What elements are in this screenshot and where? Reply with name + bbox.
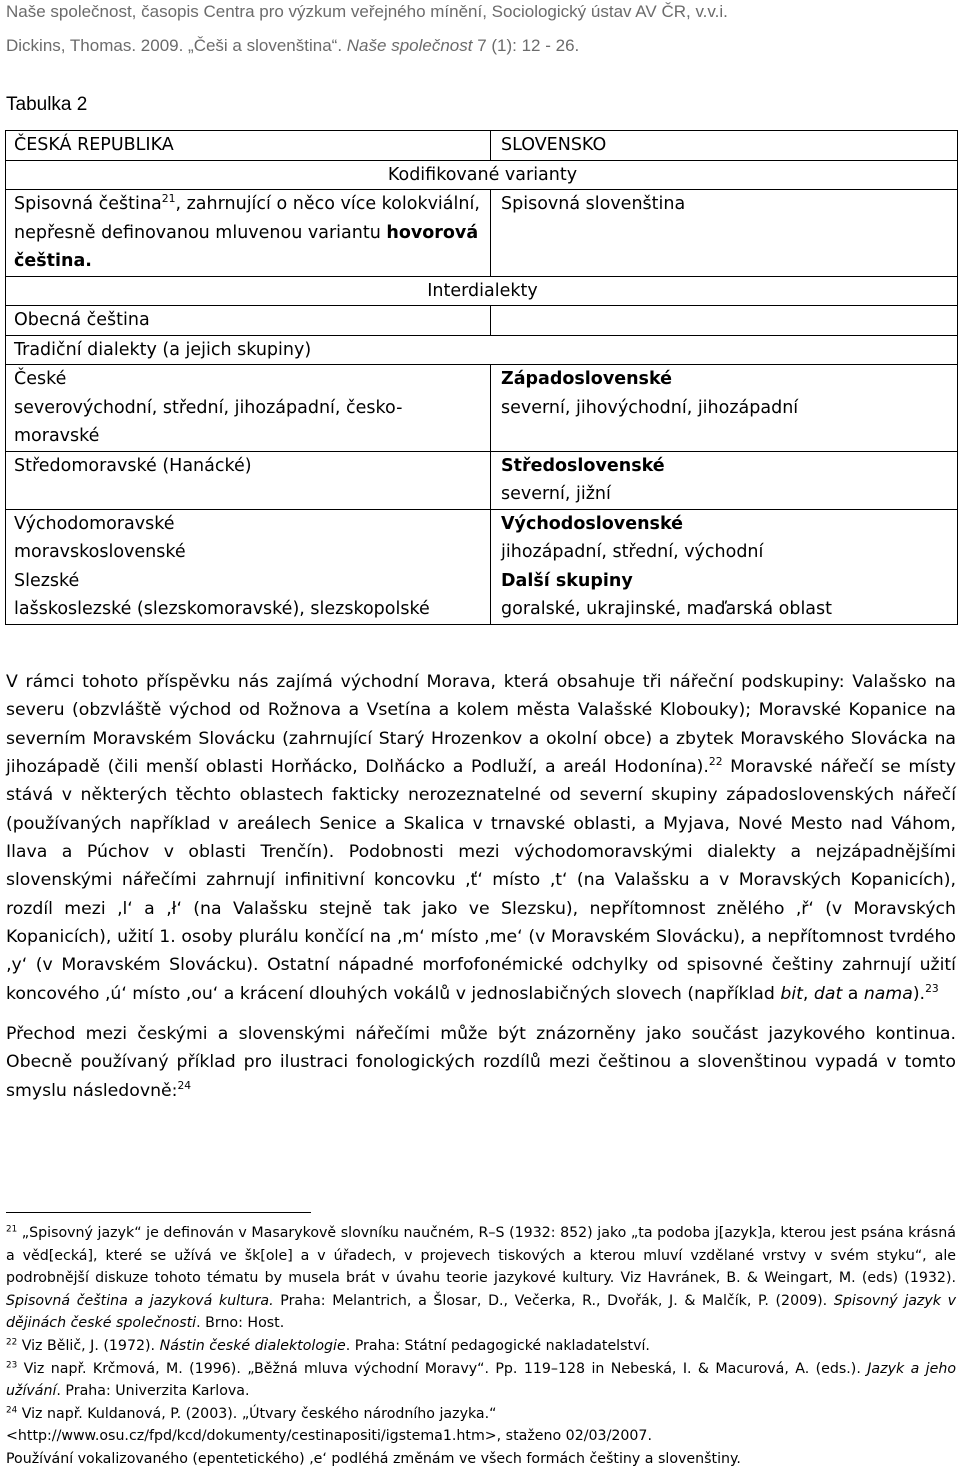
footnote-22 <box>6 1335 956 1358</box>
body-text <box>6 668 956 1105</box>
group-east-moravian: Východomoravské <box>14 513 175 534</box>
group-other: Další skupiny <box>501 570 633 591</box>
footnote-number: 23 <box>6 1359 18 1370</box>
table-cell <box>491 190 958 277</box>
column-header-slovakia: SLOVENSKO <box>501 135 607 155</box>
paragraph-text: Přechod mezi českými a slovenskými nářečími může být znázorněny jako součást jazykového kontinua. Obecně používaný příklad pro ilustraci fonologických rozdílů mezi češtinou a slovenštinou vypadá v tomto smyslu následovně: <box>6 1024 956 1101</box>
footnote-title: Spisovná čeština a jazyková kultura. <box>6 1292 274 1309</box>
group-east-moravian-subdialects: moravskoslovenské <box>14 542 186 562</box>
footnote-24 <box>6 1403 956 1426</box>
table-cell <box>491 131 958 161</box>
traditional-dialects-label: Tradiční dialekty (a jejich skupiny) <box>14 339 312 360</box>
paragraph-text: a <box>842 983 864 1004</box>
footnote-text: . Praha: Státní pedagogické nakladatelství. <box>345 1337 650 1354</box>
footnotes <box>6 1222 956 1471</box>
table-row <box>6 160 958 190</box>
table-row <box>6 306 958 336</box>
example-word: dat <box>813 983 843 1004</box>
section-codified-varieties: Kodifikované varianty <box>387 164 578 185</box>
footnote-ref: 21 <box>161 192 176 206</box>
footnote-text: Praha: Melantrich, a Šlosar, D., Večerka, R., Dvořák, J. & Malčík, P. (2009). <box>273 1292 834 1309</box>
group-central-slovak-subdialects: severní, jižní <box>501 484 611 504</box>
common-czech-label: Obecná čeština <box>14 310 150 330</box>
footnote-21 <box>6 1222 956 1335</box>
footnote-url: <http://www.osu.cz/fpd/kcd/dokumenty/cestinapositi/igstema1.htm>, staženo 02/03/2007. <box>6 1428 652 1445</box>
table-cell <box>6 190 491 277</box>
table-caption: Tabulka 2 <box>6 94 88 115</box>
footnote-title: Spisovný jazyk v dějinách české společnosti <box>6 1292 956 1332</box>
standard-czech-desc: , zahrnující o něco více kolokviální, nepřesně definovanou mluvenou variantu <box>14 194 480 243</box>
footnote-text: Viz např. Kuldanová, P. (2003). „Útvary českého národního jazyka.“ <box>17 1405 497 1422</box>
footnote-25 <box>6 1448 956 1471</box>
table-cell <box>6 276 958 306</box>
footnote-text: Používání vokalizovaného (epentetického) ‚e‘ podléhá změnám ve všech formách češtiny a slovenštiny. <box>6 1450 741 1467</box>
citation-text: Dickins, Thomas. 2009. „Češi a slovenština“. <box>6 36 347 55</box>
footnote-ref: 24 <box>177 1079 192 1093</box>
footnote-ref: 22 <box>708 755 723 769</box>
standard-czech-label: Spisovná čeština <box>14 194 162 214</box>
paragraph <box>6 1020 956 1105</box>
footnote-text: Viz např. Krčmová, M. (1996). „Běžná mluva východní Moravy“. Pp. 119–128 in Nebeská, I. & Macurová, A. (eds.). <box>17 1360 868 1377</box>
footnote-number: 24 <box>6 1405 18 1416</box>
table-row <box>6 276 958 306</box>
paragraph-text: , <box>802 983 814 1004</box>
section-interdialects: Interdialekty <box>427 280 538 301</box>
citation-volume: 7 (1): 12 ‑ 26. <box>472 36 580 55</box>
group-czech-subdialects: severovýchodní, střední, jihozápadní, česko-moravské <box>14 397 403 446</box>
table-cell <box>491 306 958 336</box>
table-row <box>6 365 958 452</box>
paragraph-text: Moravské nářečí se místy stává v některých těchto oblastech fakticky nerozeznatelné od severní skupiny západoslovenských nářečí (používaných například v areálech Senice a Skalica v trnavské oblasti, a Myjava, Nové Mesto nad Váhom, Ilava a Púchov v oblasti Trenčín). Podobnosti mezi východomoravskými dialekty a nejzápadnějšími slovenskými nářečími zahrnují infinitivní koncovku ‚ť‘ místo ‚t‘ (na Valašsku a v Moravských Kopanicích), rozdíl mezi ‚l‘ a ‚ł‘ (na Valašsku stejně tak jako ve Slezsku), nepřítomnost znělého ‚ř‘ (v Moravských Kopanicích), užití 1. osoby plurálu končící na ‚m‘ místo ‚me‘ (v Moravském Slovácku), a nepřítomnost tvrdého ‚y‘ (v Moravském Slovácku). Ostatní nápadné morfofonémické odchylky od spisovné češtiny zahrnují užití koncového ‚ú‘ místo ‚ou‘ a krácení dlouhých vokálů v jednoslabičných slovech (například <box>6 757 957 1004</box>
footnote-number: 22 <box>6 1337 18 1348</box>
group-czech: České <box>14 369 67 389</box>
table-row <box>6 131 958 161</box>
table-cell <box>491 335 958 365</box>
example-word: nama <box>863 983 913 1004</box>
group-central-slovak: Středoslovenské <box>501 455 665 476</box>
footnote-23 <box>6 1358 956 1403</box>
footnote-text: . Praha: Univerzita Karlova. <box>56 1383 250 1400</box>
group-west-slovak-subdialects: severní, jihovýchodní, jihozápadní <box>501 397 799 418</box>
table-cell <box>6 335 491 365</box>
footnote-ref: 23 <box>925 982 939 996</box>
footnote-title: Nástin české dialektologie <box>159 1337 346 1354</box>
footnote-text: Viz Bělič, J. (1972). <box>17 1337 160 1354</box>
table-cell <box>6 509 491 624</box>
table-cell <box>6 131 491 161</box>
group-west-slovak: Západoslovenské <box>501 369 673 389</box>
paragraph <box>6 668 956 1008</box>
table-row <box>6 190 958 277</box>
column-header-czech-republic: ČESKÁ REPUBLIKA <box>14 135 174 155</box>
group-silesian-subdialects: lašskoslezské (slezskomoravské), slezskopolské <box>14 599 430 619</box>
table-row <box>6 451 958 509</box>
group-central-moravian: Středomoravské (Hanácké) <box>14 455 252 476</box>
running-header-citation <box>6 36 579 56</box>
group-other-subdialects: goralské, ukrajinské, maďarská oblast <box>501 599 833 619</box>
footnote-number: 21 <box>6 1224 18 1235</box>
footnote-text: . Brno: Host. <box>196 1315 285 1332</box>
table-cell <box>6 365 491 452</box>
standard-slovak-label: Spisovná slovenština <box>501 194 686 214</box>
citation-journal: Naše společnost <box>346 36 473 55</box>
table-cell <box>6 306 491 336</box>
group-east-slovak: Východoslovenské <box>501 513 683 534</box>
table-cell <box>491 365 958 452</box>
table-cell <box>491 509 958 624</box>
table-cell <box>6 451 491 509</box>
table-cell <box>491 451 958 509</box>
footnote-24-url <box>6 1425 956 1448</box>
running-header-journal: Naše společnost, časopis Centra pro výzkum veřejného mínění, Sociologický ústav AV ČR, v.v.i. <box>6 2 728 21</box>
footnote-text: „Spisovný jazyk“ je definován v Masarykově slovníku naučném, R–S (1932: 852) jako „ta podoba j[azyk]a, kterou jest psána krásná a věd[ecká], které se užívá ve šk[ole] a v úřadech, v projevech tiskových a kterou mluví vzdělané vrstvy v svém styku“, ale podrobnější diskuze tohoto tématu by musela brát v úvahu teorie jazykové kultury. Viz Havránek, B. & Weingart, M. (eds) (1932). <box>6 1225 956 1287</box>
example-word: bit <box>780 983 803 1004</box>
table-cell <box>6 160 958 190</box>
table-row <box>6 335 958 365</box>
dialect-table <box>5 130 958 625</box>
colloquial-czech-term: hovorová čeština. <box>14 222 479 271</box>
group-silesian: Slezské <box>14 570 80 591</box>
group-east-slovak-subdialects: jihozápadní, střední, východní <box>501 542 764 562</box>
paragraph-text: V rámci tohoto příspěvku nás zajímá východní Morava, která obsahuje tři nářeční podskupiny: Valašsko na severu (obzvláště východ od Rožnova a Vsetína a kolem města Valašské Klobouky); Moravské Kopanice na severním Moravském Slovácku (zahrnující Starý Hrozenkov a okolní obce) a zbytek Moravského Slovácka na jihozápadě (čili menší oblasti Horňácko, Dolňácko a Podluží, a areál Hodonína). <box>6 672 956 778</box>
footnote-separator <box>6 1212 311 1213</box>
paragraph-text: ). <box>912 983 926 1004</box>
table-row <box>6 509 958 624</box>
footnote-title: Jazyk a jeho užívání <box>6 1360 957 1400</box>
